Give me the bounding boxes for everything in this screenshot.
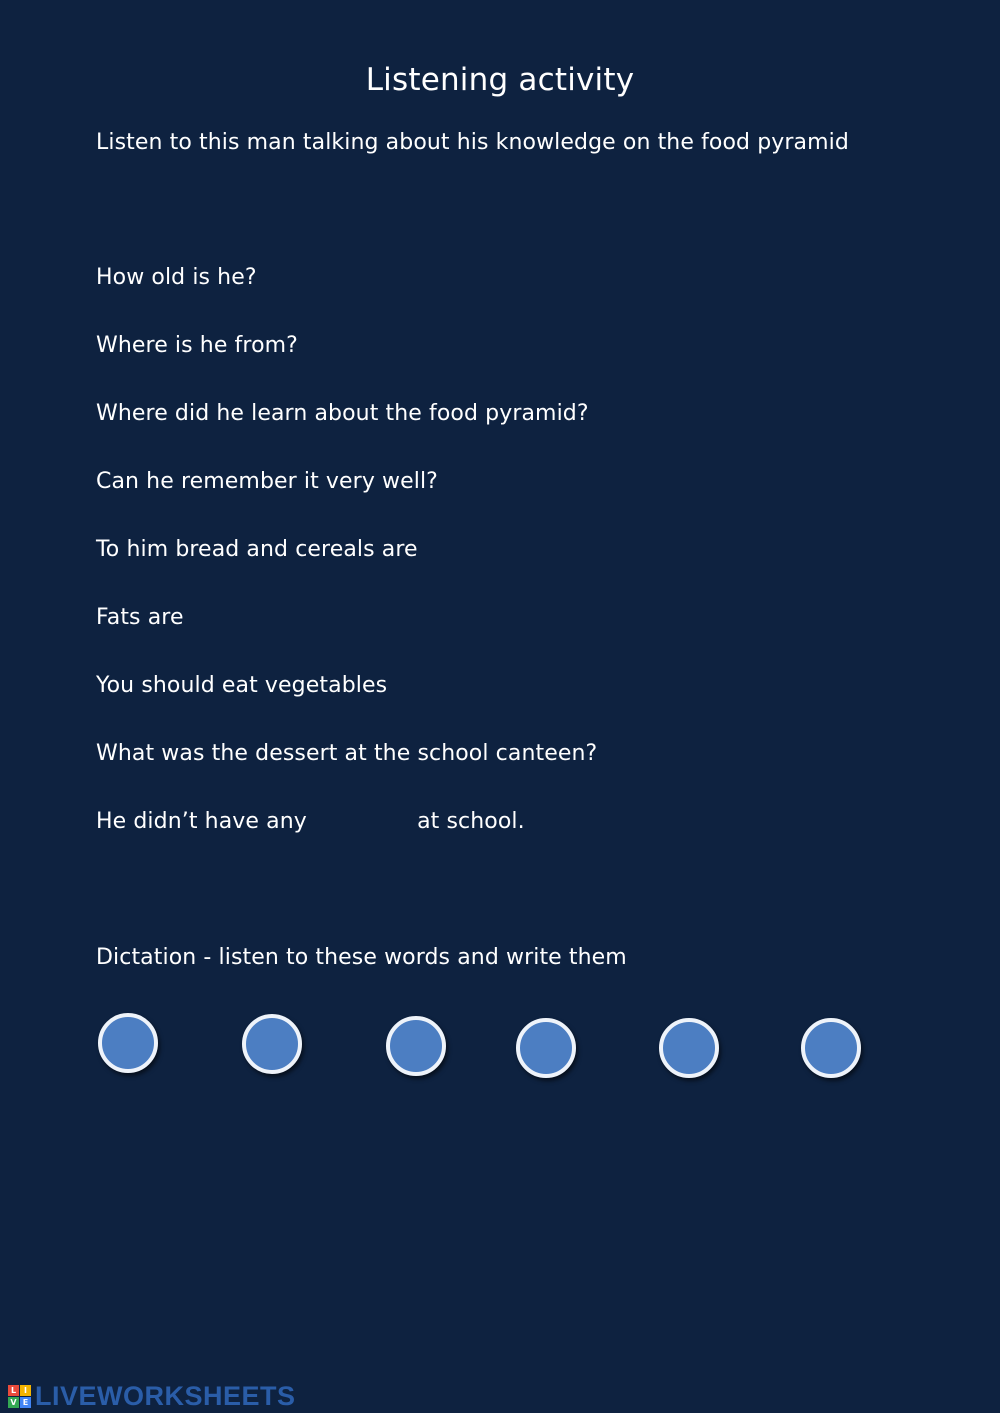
question-remember: Can he remember it very well? [96, 469, 438, 494]
intro-text: Listen to this man talking about his knowledge on the food pyramid [96, 130, 849, 155]
audio-button-1[interactable] [98, 1013, 158, 1073]
question-bread-cereals: To him bread and cereals are [96, 537, 418, 562]
logo-letter-l: L [8, 1385, 19, 1396]
audio-button-6[interactable] [801, 1018, 861, 1078]
logo-grid-icon [8, 1385, 31, 1408]
logo-letter-i: I [20, 1385, 31, 1396]
question-fats: Fats are [96, 605, 184, 630]
page-title: Listening activity [365, 62, 635, 98]
logo-text: LIVEWORKSHEETS [35, 1380, 296, 1411]
question-origin: Where is he from? [96, 333, 298, 358]
audio-button-5[interactable] [659, 1018, 719, 1078]
question-learned-where: Where did he learn about the food pyramid? [96, 401, 589, 426]
fill-in-before: He didn’t have any [96, 809, 307, 834]
audio-button-3[interactable] [386, 1016, 446, 1076]
liveworksheets-logo [8, 1382, 296, 1410]
logo-letter-v: V [8, 1397, 19, 1408]
logo-letter-e: E [20, 1397, 31, 1408]
question-dessert: What was the dessert at the school canteen? [96, 741, 598, 766]
audio-button-2[interactable] [242, 1014, 302, 1074]
fill-in-after: at school. [417, 809, 525, 834]
question-age: How old is he? [96, 265, 257, 290]
dictation-label: Dictation - listen to these words and write them [96, 945, 627, 970]
audio-button-4[interactable] [516, 1018, 576, 1078]
fill-in-sentence [96, 809, 525, 834]
question-vegetables: You should eat vegetables [96, 673, 388, 698]
